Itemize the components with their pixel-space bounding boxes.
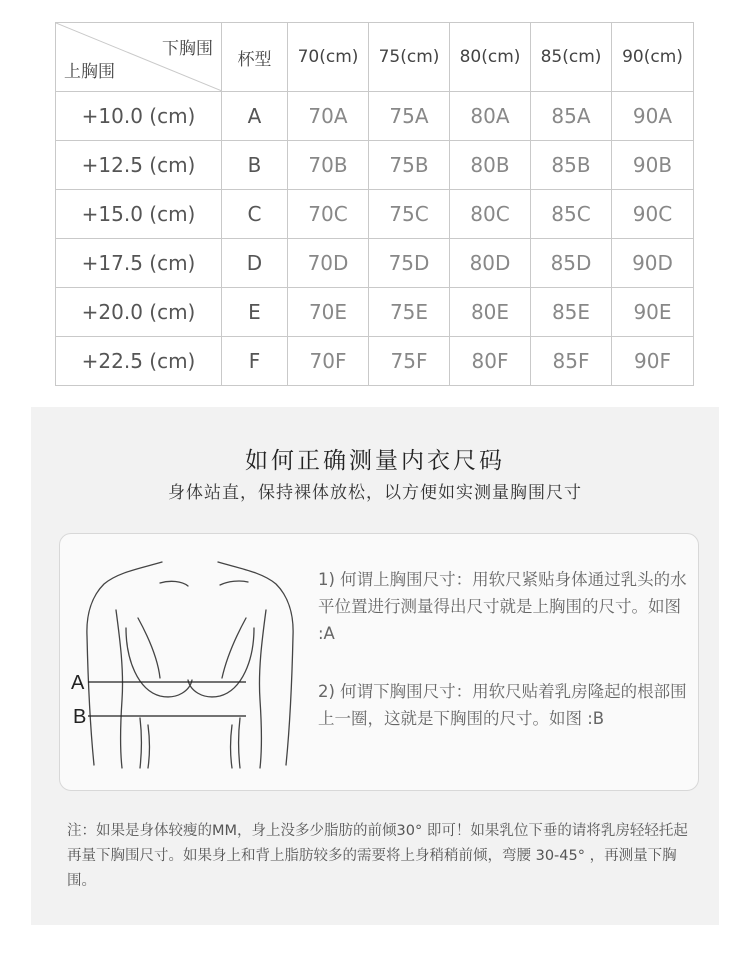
cup-cell: E: [222, 288, 288, 337]
band-header: 75(cm): [369, 23, 450, 92]
size-cell: 75E: [369, 288, 450, 337]
size-cell: 90E: [612, 288, 694, 337]
size-cell: 90A: [612, 92, 694, 141]
band-header: 90(cm): [612, 23, 694, 92]
bust-difference-cell: +12.5 (cm): [56, 141, 222, 190]
table-row: [56, 141, 694, 190]
cup-cell: C: [222, 190, 288, 239]
size-cell: 90F: [612, 337, 694, 386]
guide-subtitle: 身体站直，保持裸体放松，以方便如实测量胸围尺寸: [168, 483, 582, 503]
bust-difference-cell: +22.5 (cm): [56, 337, 222, 386]
table-row: [56, 92, 694, 141]
cup-cell: A: [222, 92, 288, 141]
table-row: [56, 288, 694, 337]
size-cell: 85B: [531, 141, 612, 190]
size-cell: 70A: [288, 92, 369, 141]
bust-difference-cell: +20.0 (cm): [56, 288, 222, 337]
upper-bust-header: 上胸围: [64, 62, 115, 82]
size-cell: 80F: [450, 337, 531, 386]
upper-bust-description: 1) 何谓上胸围尺寸：用软尺紧贴身体通过乳头的水平位置进行测量得出尺寸就是上胸围的尺寸。如图 :A: [318, 570, 687, 643]
band-header: 80(cm): [450, 23, 531, 92]
bust-difference-cell: +15.0 (cm): [56, 190, 222, 239]
table-row: [56, 239, 694, 288]
size-cell: 85A: [531, 92, 612, 141]
size-cell: 80E: [450, 288, 531, 337]
bust-difference-cell: +17.5 (cm): [56, 239, 222, 288]
size-cell: 80B: [450, 141, 531, 190]
measurement-guide-panel: [31, 407, 719, 925]
size-cell: 90C: [612, 190, 694, 239]
size-cell: 85F: [531, 337, 612, 386]
size-cell: 75A: [369, 92, 450, 141]
table-header-row: [56, 23, 694, 92]
bust-difference-cell: +10.0 (cm): [56, 92, 222, 141]
size-cell: 75D: [369, 239, 450, 288]
size-cell: 75B: [369, 141, 450, 190]
cup-header: 杯型: [222, 23, 288, 92]
table-row: [56, 337, 694, 386]
corner-header-cell: [56, 23, 222, 92]
band-header: 70(cm): [288, 23, 369, 92]
band-header: 85(cm): [531, 23, 612, 92]
lower-bust-header: 下胸围: [162, 39, 213, 59]
size-cell: 80A: [450, 92, 531, 141]
size-cell: 75F: [369, 337, 450, 386]
size-cell: 70B: [288, 141, 369, 190]
size-cell: 80C: [450, 190, 531, 239]
table-row: [56, 190, 694, 239]
size-cell: 70D: [288, 239, 369, 288]
size-cell: 85C: [531, 190, 612, 239]
cup-cell: B: [222, 141, 288, 190]
size-cell: 85E: [531, 288, 612, 337]
size-cell: 85D: [531, 239, 612, 288]
size-cell: 70F: [288, 337, 369, 386]
size-cell: 75C: [369, 190, 450, 239]
measurement-note: 注：如果是身体较瘦的MM，身上没多少脂肪的前倾30° 即可！如果乳位下垂的请将乳房轻轻托起再量下胸围尺寸。如果身上和背上脂肪较多的需要将上身稍稍前倾，弯腰 30-45° ，再测量下胸围。: [67, 823, 688, 889]
torso-illustration: [70, 550, 310, 776]
label-b: B: [73, 706, 87, 728]
size-cell: 80D: [450, 239, 531, 288]
size-cell: 70E: [288, 288, 369, 337]
size-cell: 90B: [612, 141, 694, 190]
lower-bust-description: 2) 何谓下胸围尺寸：用软尺贴着乳房隆起的根部围上一圈，这就是下胸围的尺寸。如图 :B: [318, 682, 687, 728]
label-a: A: [71, 672, 85, 694]
cup-cell: F: [222, 337, 288, 386]
size-cell: 90D: [612, 239, 694, 288]
guide-title: 如何正确测量内衣尺码: [245, 448, 505, 474]
cup-cell: D: [222, 239, 288, 288]
measurement-card: [59, 533, 699, 791]
size-chart-table: [55, 22, 694, 386]
size-cell: 70C: [288, 190, 369, 239]
